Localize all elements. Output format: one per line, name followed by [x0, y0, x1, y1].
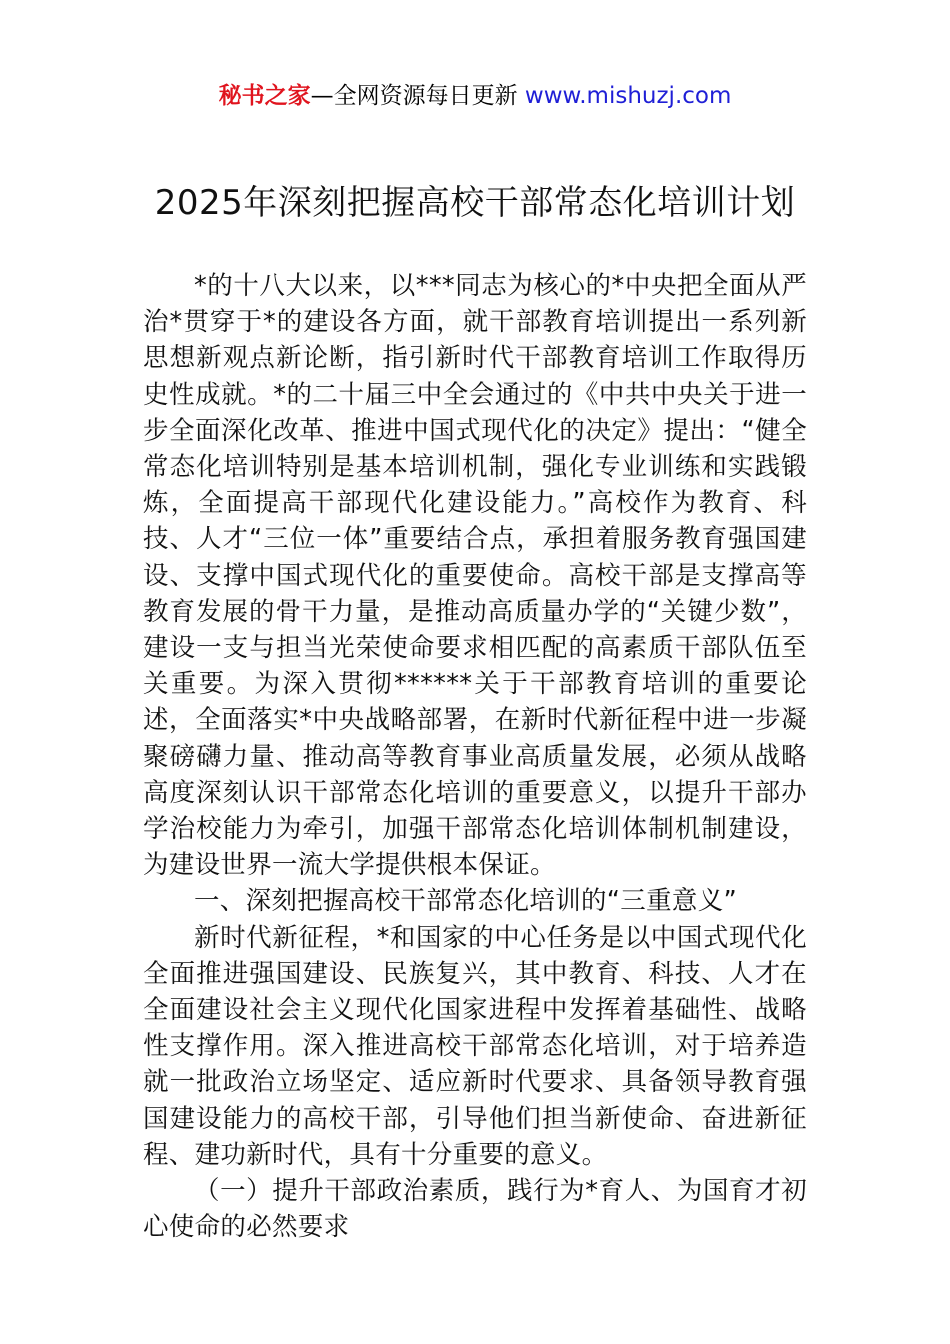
section-1-paragraph: 新时代新征程，*和国家的中心任务是以中国式现代化全面推进强国建设、民族复兴，其中教育、科技、人才在全面建设社会主义现代化国家进程中发挥着基础性、战略性支撑作用。深入推进高校干部常态化培训，对于培养造就一批政治立场坚定、适应新时代要求、具备领导教育强国建设能力的高校干部，引导他们担当新使命、奋进新征程、建功新时代，具有十分重要的意义。 [143, 922, 807, 1170]
subsection-heading-1: （一）提升干部政治素质，践行为*育人、为国育才初心使命的必然要求 [143, 1176, 807, 1243]
document-title: 2025年深刻把握高校干部常态化培训计划 [154, 183, 796, 223]
brand-link[interactable]: 秘书之家 [218, 83, 311, 109]
intro-paragraph: *的十八大以来，以***同志为核心的*中央把全面从严治*贯穿于*的建设各方面，就干部教育培训提出一系列新思想新观点新论断，指引新时代干部教育培训工作取得历史性成就。*的二十届三中全会通过的《中共中央关于进一步全面深化改革、推进中国式现代化的决定》提出：“健全常态化培训特别是基本培训机制，强化专业训练和实践锻炼，全面提高干部现代化建设能力。”高校作为教育、科技、人才“三位一体”重要结合点，承担着服务教育强国建设、支撑中国式现代化的重要使命。高校干部是支撑高等教育发展的骨干力量，是推动高质量办学的“关键少数”，建设一支与担当光荣使命要求相匹配的高素质干部队伍至关重要。为深入贯彻******关于干部教育培训的重要论述，全面落实*中央战略部署，在新时代新征程中进一步凝聚磅礴力量、推动高等教育事业高质量发展，必须从战略高度深刻认识干部常态化培训的重要意义，以提升干部办学治校能力为牵引，加强干部常态化培训体制机制建设，为建设世界一流大学提供根本保证。 [143, 271, 807, 881]
site-header [0, 80, 950, 112]
section-heading-1: 一、深刻把握高校干部常态化培训的“三重意义” [194, 886, 738, 917]
header-tagline: —全网资源每日更新 [310, 83, 518, 109]
document-body [143, 268, 807, 1245]
site-url-link[interactable]: www.mishuzj.com [524, 83, 732, 109]
